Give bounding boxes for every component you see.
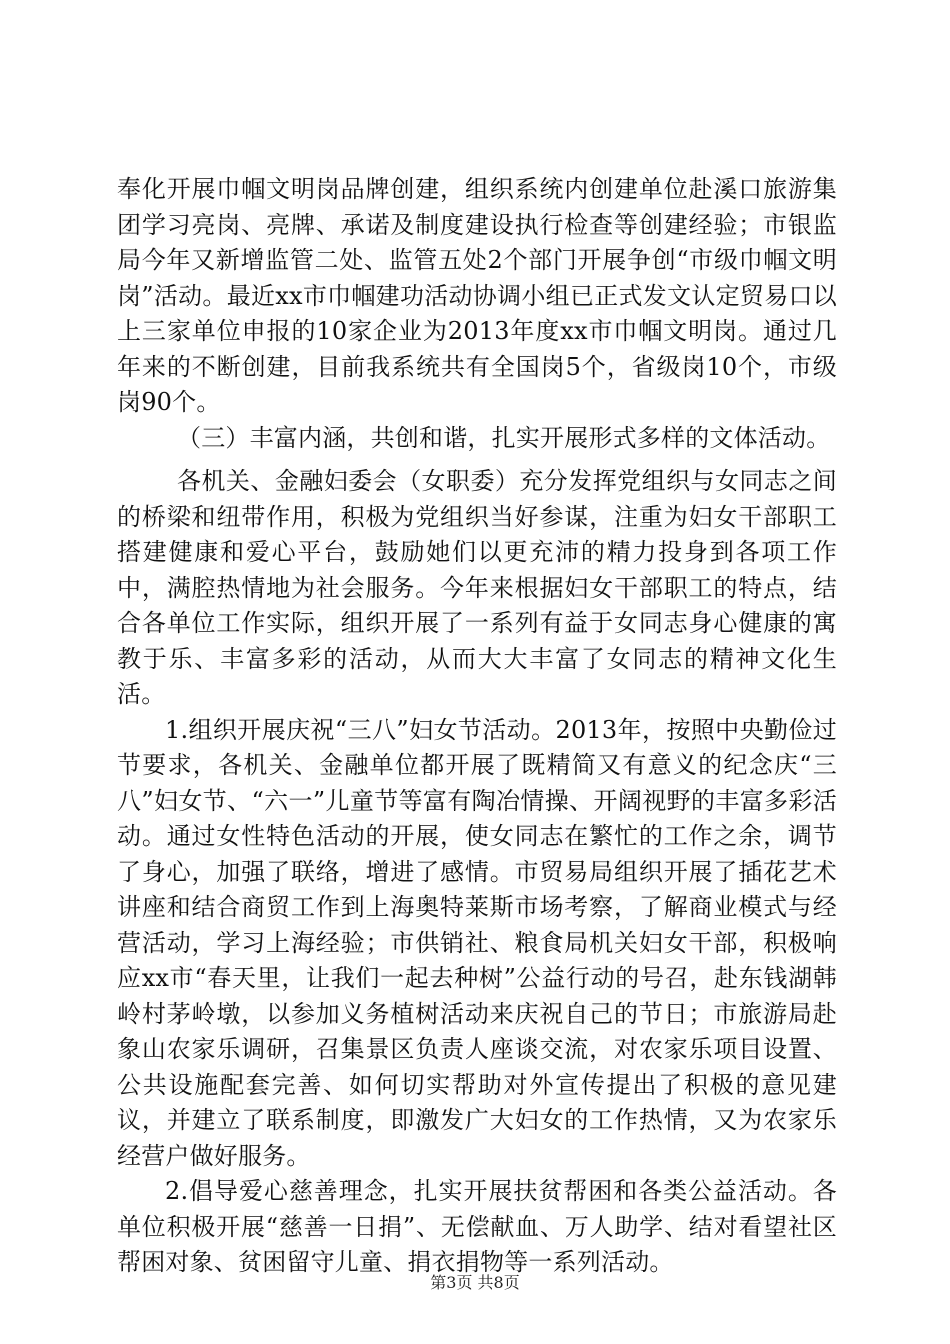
section-heading: （三）丰富内涵，共创和谐，扎实开展形式多样的文体活动。 — [177, 423, 831, 452]
paragraph-body: 各机关、金融妇委会（女职委）充分发挥党组织与女同志之间的桥梁和纽带作用，积极为党组织当好参谋，注重为妇女干部职工搭建健康和爱心平台，鼓励她们以更充沛的精力投身到各项工作中，满腔热情地为社会服务。今年来根据妇女干部职工的特点，结合各单位工作实际，组织开展了一系列有益于女同志身心健康的寓教于乐、丰富多彩的活动，从而大大丰富了女同志的精神文化生活。 — [117, 467, 837, 708]
page-number-footer: 第3页 共8页 — [430, 1273, 520, 1292]
list-item-2: 2.倡导爱心慈善理念，扎实开展扶贫帮困和各类公益活动。各单位积极开展“慈善一日捐”、无偿献血、万人助学、结对看望社区帮困对象、贫困留守儿童、捐衣捐物等一系列活动。 — [117, 1177, 837, 1276]
list-item-1: 1.组织开展庆祝“三八”妇女节活动。2013年，按照中央勤俭过节要求，各机关、金融单位都开展了既精简又有意义的纪念庆“三八”妇女节、“六一”儿童节等富有陶冶情操、开阔视野的丰富多彩活动。通过女性特色活动的开展，使女同志在繁忙的工作之余，调节了身心，加强了联络，增进了感情。市贸易局组织开展了插花艺术讲座和结合商贸工作到上海奥特莱斯市场考察，了解商业模式与经营活动，学习上海经验；市供销社、粮食局机关妇女干部，积极响应xx市“春天里，让我们一起去种树”公益行动的号召，赴东钱湖韩岭村茅岭墩，以参加义务植树活动来庆祝自己的节日；市旅游局赴象山农家乐调研，召集景区负责人座谈交流，对农家乐项目设置、公共设施配套完善、如何切实帮助对外宣传提出了积极的意见建议，并建立了联系制度，即激发广大妇女的工作热情，又为农家乐经营户做好服务。 — [117, 715, 837, 1170]
document-body — [117, 172, 837, 1281]
paragraph-continuation: 奉化开展巾帼文明岗品牌创建，组织系统内创建单位赴溪口旅游集团学习亮岗、亮牌、承诺及制度建设执行检查等创建经验；市银监局今年又新增监管二处、监管五处2个部门开展争创“市级巾帼文明岗”活动。最近xx市巾帼建功活动协调小组已正式发文认定贸易口以上三家单位申报的10家企业为2013年度xx市巾帼文明岗。通过几年来的不断创建，目前我系统共有全国岗5个，省级岗10个，市级岗90个。 — [117, 175, 837, 416]
